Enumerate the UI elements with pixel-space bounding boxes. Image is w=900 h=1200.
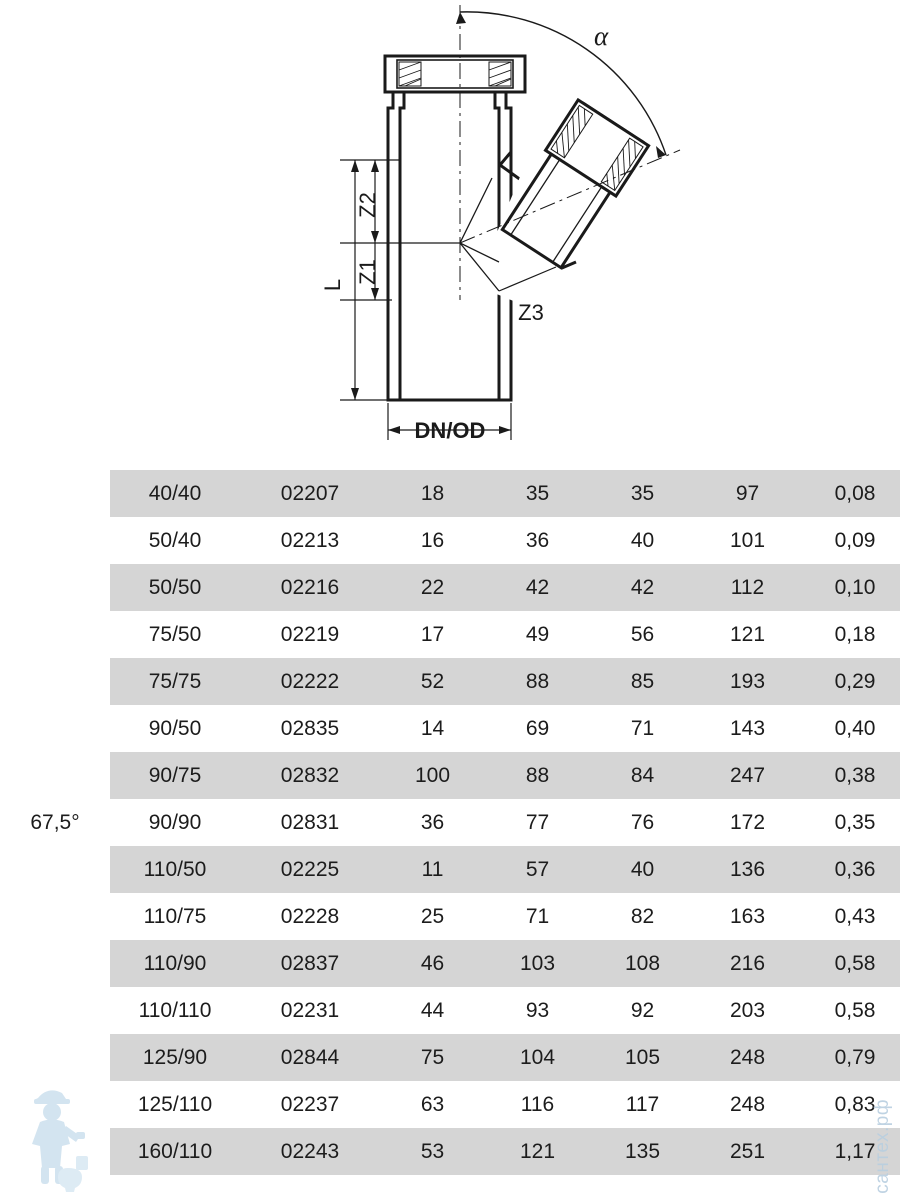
alpha-label: α (594, 21, 609, 51)
cell-z3: 105 (590, 1034, 695, 1081)
cell-z1: 63 (380, 1081, 485, 1128)
cell-size: 110/75 (110, 893, 240, 940)
cell-l: 203 (695, 987, 800, 1034)
cell-z2: 69 (485, 705, 590, 752)
cell-z3: 40 (590, 846, 695, 893)
cell-code: 02243 (240, 1128, 380, 1175)
table-row (0, 564, 900, 611)
table-row (0, 611, 900, 658)
table-body (0, 470, 900, 1175)
cell-l: 248 (695, 1081, 800, 1128)
cell-code: 02207 (240, 470, 380, 517)
cell-size: 90/50 (110, 705, 240, 752)
angle-cell: 67,5° (0, 470, 110, 1175)
cell-z1: 75 (380, 1034, 485, 1081)
table-row (0, 470, 900, 517)
cell-l: 143 (695, 705, 800, 752)
cell-code: 02837 (240, 940, 380, 987)
table-row (0, 799, 900, 846)
cell-size: 50/40 (110, 517, 240, 564)
cell-weight: 0,29 (800, 658, 900, 705)
cell-z3: 108 (590, 940, 695, 987)
cell-code: 02228 (240, 893, 380, 940)
table-row (0, 1081, 900, 1128)
cell-z1: 52 (380, 658, 485, 705)
dn-od-label: DN/OD (414, 418, 486, 443)
cell-size: 50/50 (110, 564, 240, 611)
cell-l: 247 (695, 752, 800, 799)
cell-size: 75/50 (110, 611, 240, 658)
cell-z1: 14 (380, 705, 485, 752)
cell-z1: 16 (380, 517, 485, 564)
table-row (0, 940, 900, 987)
cell-z2: 116 (485, 1081, 590, 1128)
table-row (0, 752, 900, 799)
cell-weight: 0,08 (800, 470, 900, 517)
l-label: L (320, 278, 345, 292)
cell-z2: 88 (485, 658, 590, 705)
cell-weight: 0,35 (800, 799, 900, 846)
cell-z2: 49 (485, 611, 590, 658)
cell-size: 125/90 (110, 1034, 240, 1081)
cell-weight: 1,17 (800, 1128, 900, 1175)
cell-z3: 82 (590, 893, 695, 940)
cell-weight: 0,43 (800, 893, 900, 940)
cell-l: 251 (695, 1128, 800, 1175)
cell-size: 90/75 (110, 752, 240, 799)
z3-label: Z3 (518, 300, 544, 325)
cell-size: 90/90 (110, 799, 240, 846)
cell-size: 75/75 (110, 658, 240, 705)
cell-z3: 71 (590, 705, 695, 752)
cell-z2: 35 (485, 470, 590, 517)
cell-z2: 88 (485, 752, 590, 799)
cell-size: 40/40 (110, 470, 240, 517)
table-row (0, 705, 900, 752)
cell-code: 02844 (240, 1034, 380, 1081)
cell-weight: 0,09 (800, 517, 900, 564)
cell-code: 02219 (240, 611, 380, 658)
cell-l: 172 (695, 799, 800, 846)
cell-weight: 0,10 (800, 564, 900, 611)
cell-z3: 56 (590, 611, 695, 658)
specification-table-wrapper (0, 470, 900, 1175)
table-row (0, 893, 900, 940)
cell-z2: 57 (485, 846, 590, 893)
cell-l: 163 (695, 893, 800, 940)
cell-code: 02231 (240, 987, 380, 1034)
cell-code: 02237 (240, 1081, 380, 1128)
z1-label: Z1 (355, 259, 380, 285)
cell-z3: 42 (590, 564, 695, 611)
cell-z2: 104 (485, 1034, 590, 1081)
technical-drawing (0, 0, 900, 470)
cell-z1: 46 (380, 940, 485, 987)
cell-code: 02225 (240, 846, 380, 893)
cell-z3: 92 (590, 987, 695, 1034)
cell-size: 110/90 (110, 940, 240, 987)
cell-weight: 0,79 (800, 1034, 900, 1081)
cell-z2: 93 (485, 987, 590, 1034)
cell-l: 101 (695, 517, 800, 564)
fitting-diagram-svg (0, 0, 900, 470)
cell-z2: 71 (485, 893, 590, 940)
cell-z3: 40 (590, 517, 695, 564)
cell-code: 02222 (240, 658, 380, 705)
cell-z2: 42 (485, 564, 590, 611)
cell-z1: 53 (380, 1128, 485, 1175)
table-row (0, 987, 900, 1034)
watermark-text: сантех.рф (872, 1099, 893, 1194)
cell-weight: 0,40 (800, 705, 900, 752)
cell-weight: 0,58 (800, 987, 900, 1034)
cell-l: 248 (695, 1034, 800, 1081)
cell-code: 02831 (240, 799, 380, 846)
plumber-logo-icon (14, 1082, 98, 1192)
z2-label: Z2 (355, 192, 380, 218)
cell-l: 216 (695, 940, 800, 987)
cell-z1: 25 (380, 893, 485, 940)
cell-size: 125/110 (110, 1081, 240, 1128)
cell-z2: 121 (485, 1128, 590, 1175)
cell-z2: 103 (485, 940, 590, 987)
cell-l: 136 (695, 846, 800, 893)
cell-code: 02835 (240, 705, 380, 752)
cell-z1: 100 (380, 752, 485, 799)
cell-code: 02213 (240, 517, 380, 564)
cell-z1: 36 (380, 799, 485, 846)
cell-z3: 135 (590, 1128, 695, 1175)
cell-weight: 0,58 (800, 940, 900, 987)
cell-z3: 84 (590, 752, 695, 799)
cell-z3: 76 (590, 799, 695, 846)
cell-weight: 0,36 (800, 846, 900, 893)
table-row (0, 517, 900, 564)
table-row (0, 846, 900, 893)
cell-l: 121 (695, 611, 800, 658)
cell-size: 110/50 (110, 846, 240, 893)
cell-size: 160/110 (110, 1128, 240, 1175)
table-row (0, 1034, 900, 1081)
cell-code: 02216 (240, 564, 380, 611)
cell-weight: 0,18 (800, 611, 900, 658)
cell-z1: 11 (380, 846, 485, 893)
branch-pipe (460, 100, 680, 314)
specification-table (0, 470, 900, 1175)
cell-size: 110/110 (110, 987, 240, 1034)
cell-z1: 17 (380, 611, 485, 658)
cell-l: 112 (695, 564, 800, 611)
cell-code: 02832 (240, 752, 380, 799)
cell-z3: 85 (590, 658, 695, 705)
cell-z3: 117 (590, 1081, 695, 1128)
table-row (0, 658, 900, 705)
cell-weight: 0,83 (800, 1081, 900, 1128)
table-row (0, 1128, 900, 1175)
cell-z2: 36 (485, 517, 590, 564)
cell-z1: 22 (380, 564, 485, 611)
cell-l: 97 (695, 470, 800, 517)
cell-z3: 35 (590, 470, 695, 517)
cell-z1: 44 (380, 987, 485, 1034)
cell-weight: 0,38 (800, 752, 900, 799)
cell-l: 193 (695, 658, 800, 705)
cell-z2: 77 (485, 799, 590, 846)
cell-z1: 18 (380, 470, 485, 517)
